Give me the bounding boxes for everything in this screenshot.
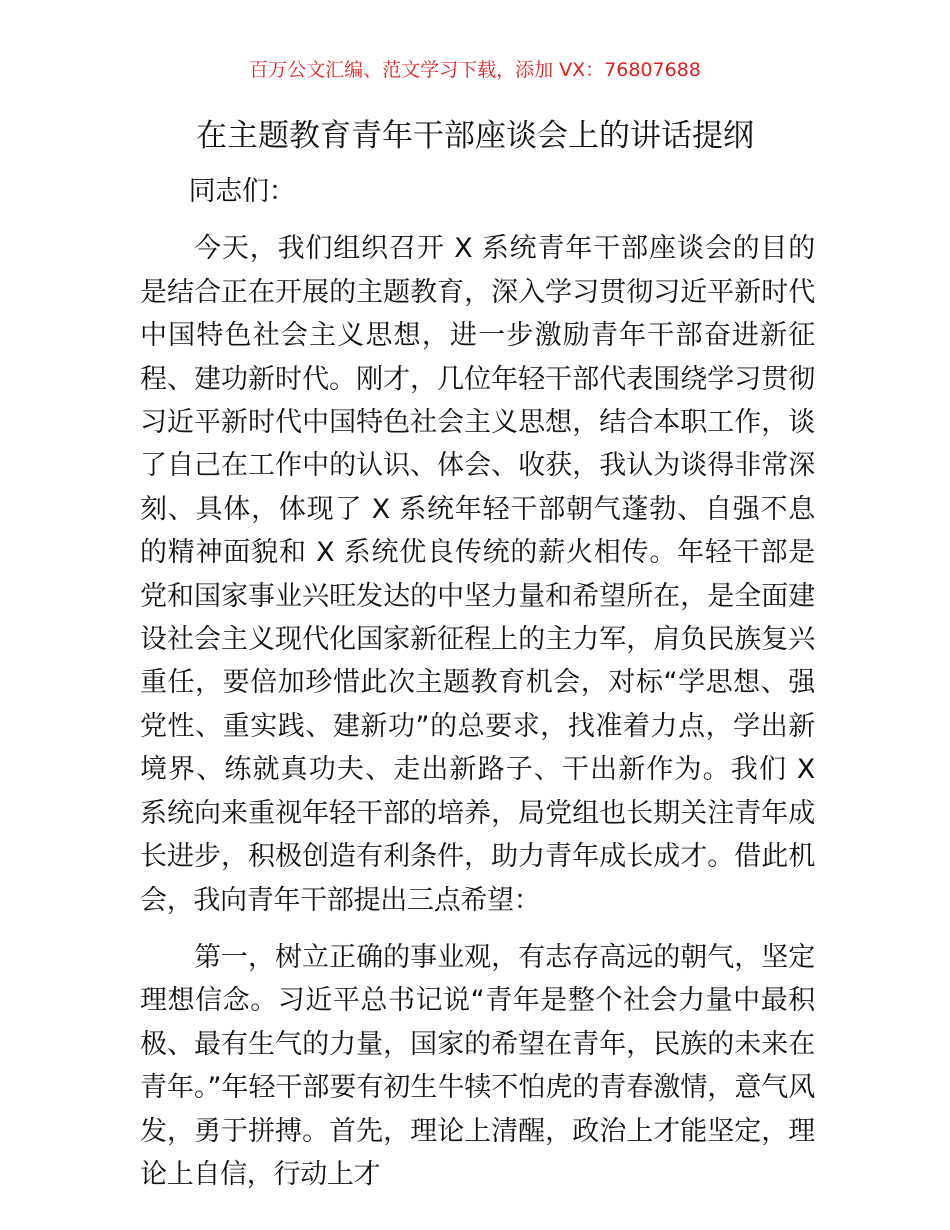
greeting: 同志们： [188,176,296,207]
download-notice: 百万公文汇编、范文学习下载，添加 VX：76807688 [249,59,701,81]
paragraph-intro: 今天，我们组织召开 X 系统青年干部座谈会的目的是结合正在开展的主题教育，深入学习贯彻习近平新时代中国特色社会主义思想，进一步激励青年干部奋进新征程、建功新时代。刚才，几位年轻干部代表围绕学习贯彻习近平新时代中国特色社会主义思想，结合本职工作，谈了自己在工作中的认识、体会、收获，我认为谈得非常深刻、具体，体现了 X 系统年轻干部朝气蓬勃、自强不息的精神面貌和 X 系统优良传统的薪火相传。年轻干部是党和国家事业兴旺发达的中坚力量和希望所在，是全面建设社会主义现代化国家新征程上的主力军，肩负民族复兴重任，要倍加珍惜此次主题教育机会，对标“学思想、强党性、重实践、建新功”的总要求，找准着力点，学出新境界、练就真功夫、走出新路子、干出新作为。我们 X 系统向来重视年轻干部的培养，局党组也长期关注青年成长进步，积极创造有利条件，助力青年成长成才。借此机会，我向青年干部提出三点希望： [140,233,815,916]
document-title: 在主题教育青年干部座谈会上的讲话提纲 [196,118,754,154]
paragraph-first-hope: 第一，树立正确的事业观，有志存高远的朝气，坚定理想信念。习近平总书记说“青年是整个社会力量中最积极、最有生气的力量，国家的希望在青年，民族的未来在青年。”年轻干部要有初生牛犊不怕虎的青春激情，意气风发，勇于拼搏。首先，理论上清醒，政治上才能坚定，理论上自信，行动上才 [140,941,815,1190]
document-body [140,170,815,1196]
